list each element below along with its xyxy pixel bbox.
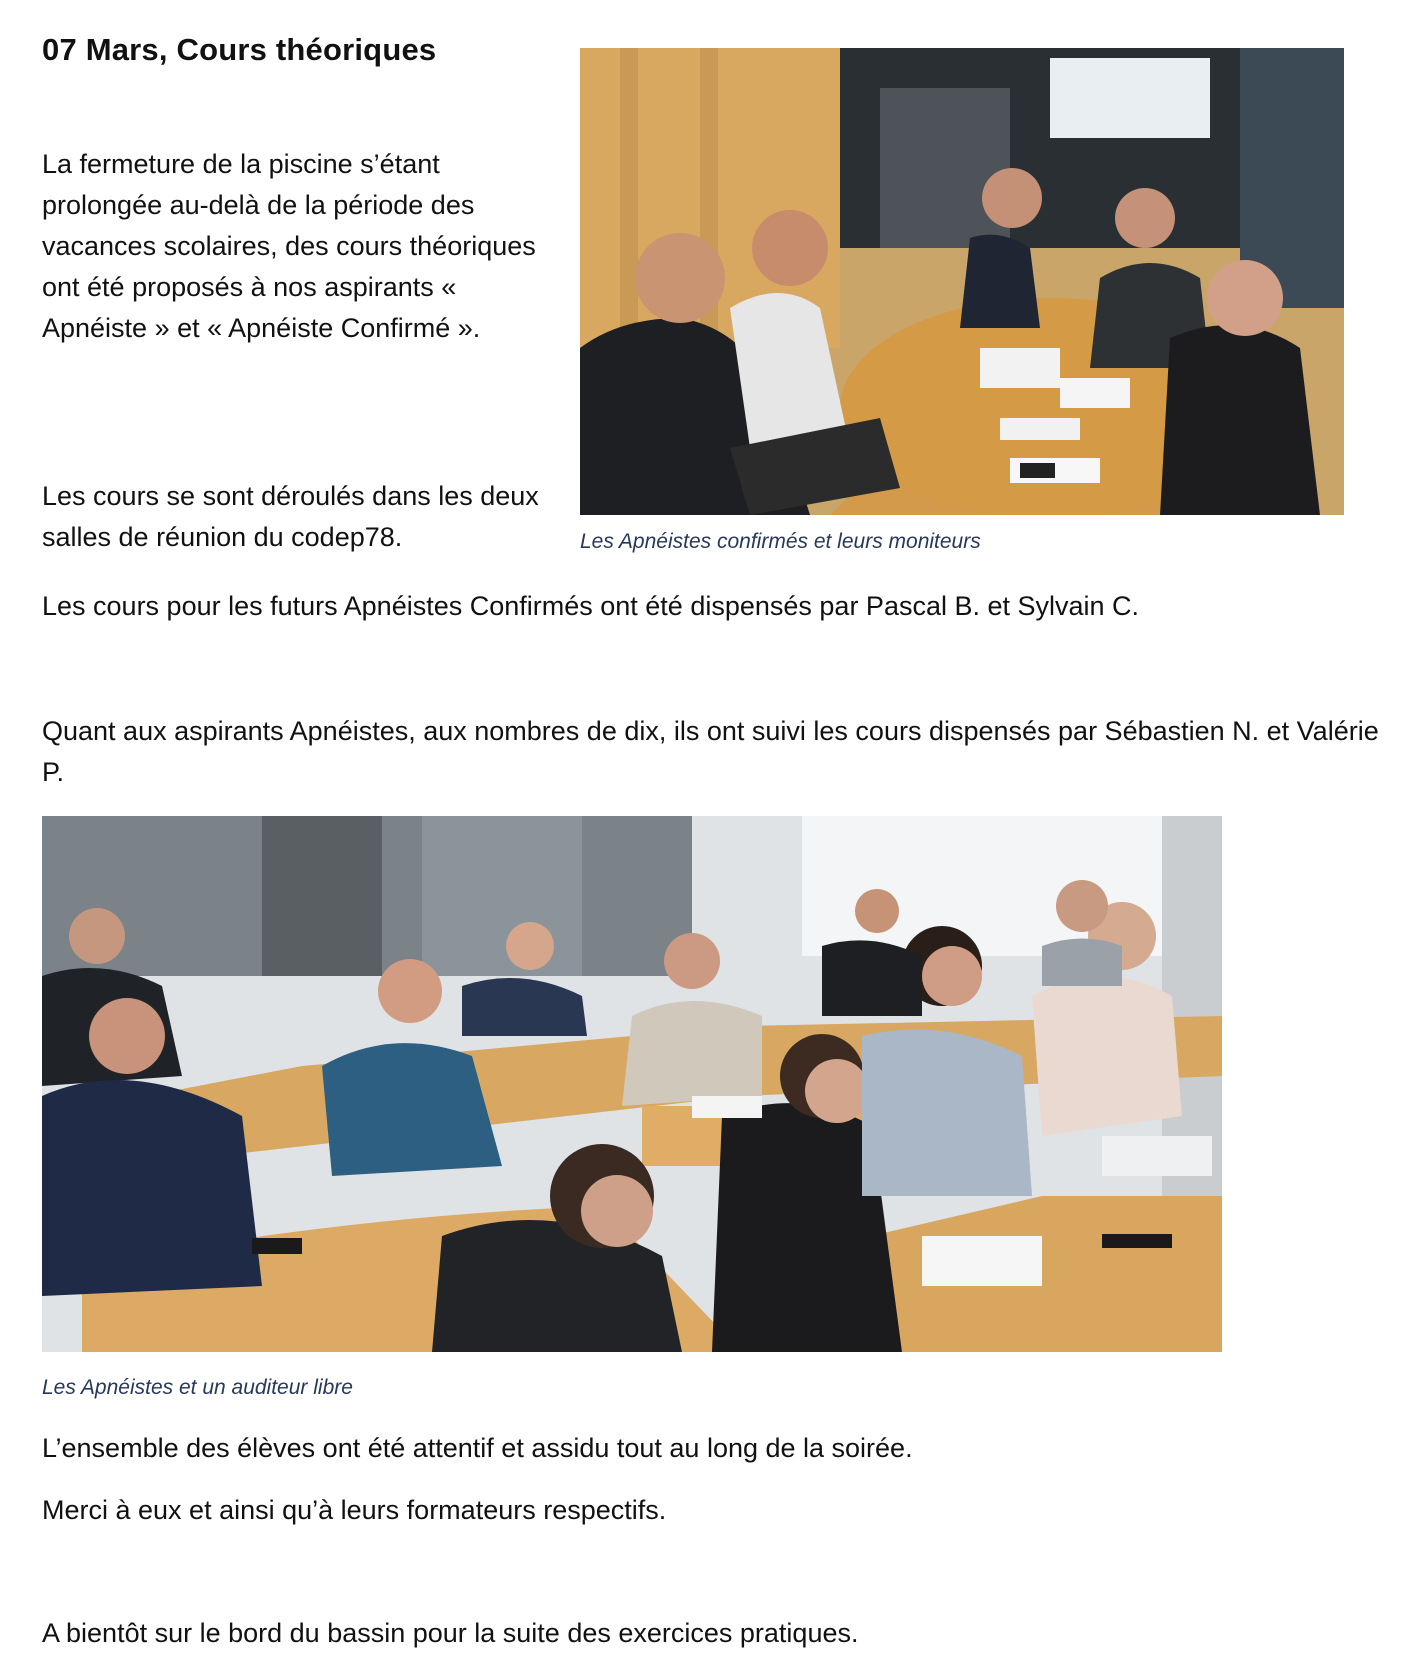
confirmed-instructors-paragraph: Les cours pour les futurs Apnéistes Confirmés ont été dispensés par Pascal B. et Sylvain C. [42,591,1140,621]
photo2-caption: Les Apnéistes et un auditeur libre [42,1376,353,1399]
photo1-caption: Les Apnéistes confirmés et leurs moniteurs [580,530,981,553]
intro-paragraph: La fermeture de la piscine s’étant prolongée au-delà de la période des vacances scolaires, des cours théoriques ont été proposés à nos aspirants « Apnéiste » et « Apnéiste Confirmé ». [42,149,536,343]
photo-confirmed-apneists [580,48,1344,515]
thanks-paragraph: Merci à eux et ainsi qu’à leurs formateurs respectifs. [42,1495,667,1525]
attentiveness-paragraph: L’ensemble des élèves ont été attentif et assidu tout au long de la soirée. [42,1433,913,1463]
rooms-paragraph: Les cours se sont déroulés dans les deux salles de réunion du codep78. [42,481,539,552]
aspirants-paragraph: Quant aux aspirants Apnéistes, aux nombres de dix, ils ont suivi les cours dispensés par Sébastien N. et Valérie P. [42,716,1379,787]
closing-paragraph: A bientôt sur le bord du bassin pour la suite des exercices pratiques. [42,1618,859,1648]
article-title: 07 Mars, Cours théoriques [42,32,437,67]
photo-apneists-class [42,816,1222,1352]
